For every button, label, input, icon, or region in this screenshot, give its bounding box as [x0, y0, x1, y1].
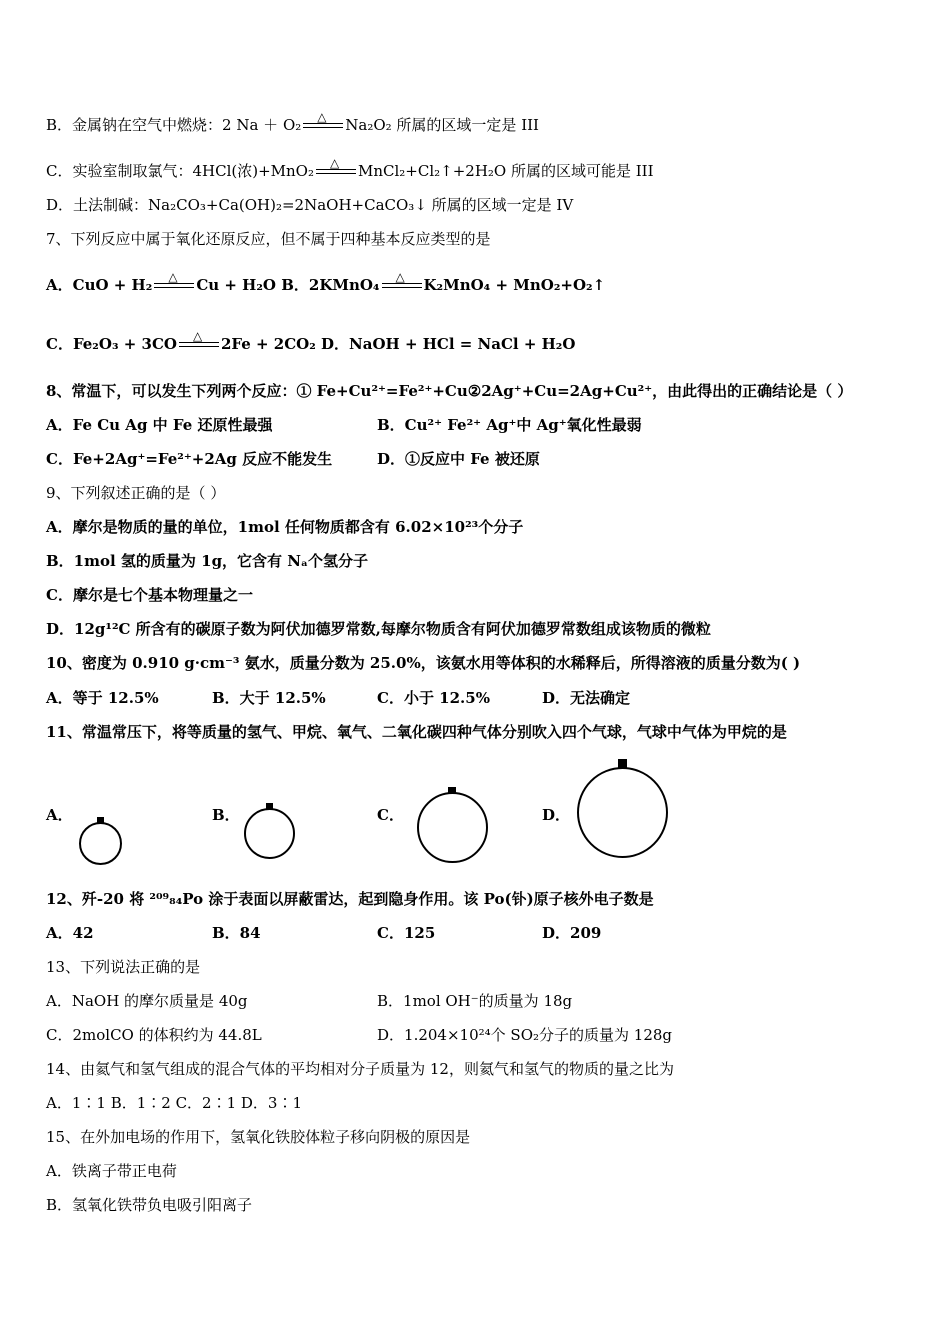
heat-condition-icon: △: [316, 165, 356, 179]
q9-option-c: C．摩尔是七个基本物理量之一: [46, 586, 253, 604]
q11-option-c-label: C．: [377, 806, 404, 824]
q13-option-b: B．1mol OH⁻的质量为 18g: [377, 992, 573, 1010]
q12-option-d: D．209: [542, 924, 602, 942]
reaction-right: Na₂O₂ 所属的区域一定是 III: [345, 116, 539, 134]
q8-option-c: C．Fe+2Ag⁺=Fe²⁺+2Ag 反应不能发生: [46, 450, 333, 468]
q11-option-a-label: A．: [46, 806, 73, 824]
q11-option-b-label: B．: [212, 806, 240, 824]
balloon-b-icon: [244, 808, 295, 859]
reaction-left: B．金属钠在空气中燃烧：2 Na ＋ O₂: [46, 116, 302, 134]
question-14: 14、由氦气和氢气组成的混合气体的平均相对分子质量为 12，则氦气和氢气的物质的量之比为: [46, 1060, 674, 1078]
q14-options: A．1∶1 B．1∶2 C．2∶1 D．3∶1: [46, 1094, 303, 1112]
balloon-a-knot: [97, 817, 104, 823]
q10-option-a: A．等于 12.5%: [46, 689, 159, 707]
q8-option-d: D．①反应中 Fe 被还原: [377, 450, 540, 468]
q9-option-d: D．12g¹²C 所含有的碳原子数为阿伏加德罗常数,每摩尔物质含有阿伏加德罗常数组成该物质的微粒: [46, 620, 711, 638]
q7-a-left: A．CuO + H₂: [46, 276, 153, 294]
q9-option-b: B．1mol 氢的质量为 1g，它含有 Nₐ个氢分子: [46, 552, 368, 570]
q15-option-b: B．氢氧化铁带负电吸引阳离子: [46, 1196, 253, 1214]
q10-option-d: D．无法确定: [542, 689, 631, 707]
question-8: 8、常温下，可以发生下列两个反应：① Fe+Cu²⁺=Fe²⁺+Cu②2Ag⁺+Cu=2Ag+Cu²⁺，由此得出的正确结论是（ ）: [46, 382, 853, 400]
q7-a-right: Cu + H₂O B．2KMnO₄: [196, 276, 380, 294]
heat-condition-icon: △: [179, 338, 219, 352]
balloon-c-icon: [417, 792, 488, 863]
question-12: 12、歼-20 将 ²⁰⁹₈₄Po 涂于表面以屏蔽雷达，起到隐身作用。该 Po(钋)原子核外电子数是: [46, 890, 654, 908]
option-d-naoh: D．土法制碱：Na₂CO₃+Ca(OH)₂=2NaOH+CaCO₃↓ 所属的区域一定是 IV: [46, 196, 574, 214]
q9-option-a: A．摩尔是物质的量的单位，1mol 任何物质都含有 6.02×10²³个分子: [46, 518, 524, 536]
q11-option-d-label: D．: [542, 806, 571, 824]
balloon-d-icon: [577, 767, 668, 858]
q12-option-b: B．84: [212, 924, 261, 942]
q13-option-d: D．1.204×10²⁴个 SO₂分子的质量为 128g: [377, 1026, 673, 1044]
option-b-na: [46, 110, 539, 135]
option-c-cl: [46, 156, 654, 181]
balloon-d-knot: [618, 759, 627, 768]
q13-option-c: C．2molCO 的体积约为 44.8L: [46, 1026, 262, 1044]
question-9: 9、下列叙述正确的是（ ）: [46, 484, 226, 502]
heat-condition-icon: △: [154, 279, 194, 293]
q12-option-c: C．125: [377, 924, 436, 942]
q15-option-a: A．铁离子带正电荷: [46, 1162, 177, 1180]
balloon-c-knot: [448, 787, 456, 793]
reaction-left: C．实验室制取氯气：4HCl(浓)+MnO₂: [46, 162, 314, 180]
heat-condition-icon: △: [382, 279, 422, 293]
q8-option-a: A．Fe Cu Ag 中 Fe 还原性最强: [46, 416, 273, 434]
question-7: 7、下列反应中属于氧化还原反应，但不属于四种基本反应类型的是: [46, 230, 491, 248]
reaction-right: MnCl₂+Cl₂↑+2H₂O 所属的区域可能是 III: [357, 162, 654, 180]
q13-option-a: A．NaOH 的摩尔质量是 40g: [46, 992, 248, 1010]
q7-options-ab: [46, 270, 606, 295]
q7-options-cd: [46, 329, 576, 354]
q7-b-right: K₂MnO₄ + MnO₂+O₂↑: [423, 276, 606, 294]
question-15: 15、在外加电场的作用下，氢氧化铁胶体粒子移向阴极的原因是: [46, 1128, 471, 1146]
q10-option-c: C．小于 12.5%: [377, 689, 490, 707]
question-13: 13、下列说法正确的是: [46, 958, 201, 976]
question-11: 11、常温常压下，将等质量的氢气、甲烷、氧气、二氧化碳四种气体分别吹入四个气球，气球中气体为甲烷的是: [46, 723, 787, 741]
q8-option-b: B．Cu²⁺ Fe²⁺ Ag⁺中 Ag⁺氧化性最弱: [377, 416, 642, 434]
heat-condition-icon: △: [303, 119, 343, 133]
q7-c-right: 2Fe + 2CO₂ D．NaOH + HCl = NaCl + H₂O: [220, 335, 576, 353]
balloon-b-knot: [266, 803, 273, 809]
question-10: 10、密度为 0.910 g·cm⁻³ 氨水，质量分数为 25.0%，该氨水用等体积的水稀释后，所得溶液的质量分数为( ): [46, 654, 801, 672]
balloon-a-icon: [79, 822, 122, 865]
q12-option-a: A．42: [46, 924, 94, 942]
q7-c-left: C．Fe₂O₃ + 3CO: [46, 335, 177, 353]
q10-option-b: B．大于 12.5%: [212, 689, 326, 707]
